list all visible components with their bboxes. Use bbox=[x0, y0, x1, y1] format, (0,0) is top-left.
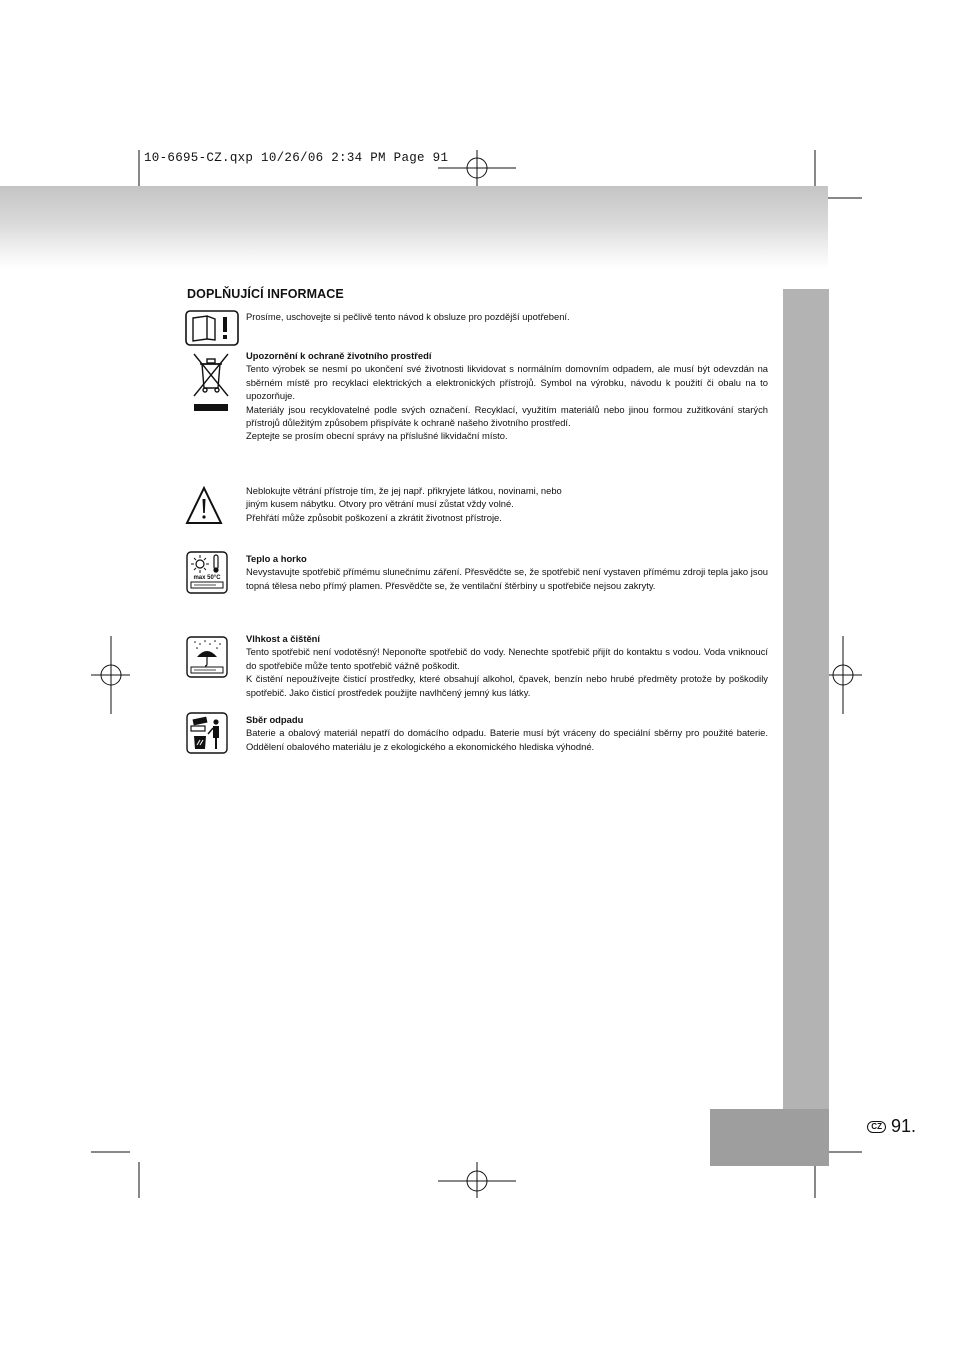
paragraph: Nevystavujte spotřebič přímému slunečnímu záření. Přesvědčte se, že spotřebič není vystaven přímému zdroji tepla jako jsou topná tělesa nebo přímý plamen. Přesvědčte se, že ventilační štěrbiny u spotřebiče nejsou zakryty. bbox=[246, 566, 768, 591]
print-slug: 10-6695-CZ.qxp 10/26/06 2:34 PM Page 91 bbox=[144, 151, 449, 165]
humidity-umbrella-icon bbox=[186, 636, 228, 678]
environment-notice bbox=[246, 349, 768, 443]
heat-notice bbox=[246, 552, 768, 592]
paragraph: Neblokujte větrání přístroje tím, že jej např. přikryjete látkou, novinami, nebo bbox=[246, 485, 562, 496]
page-number bbox=[867, 1116, 916, 1137]
heat-sun-icon bbox=[186, 551, 228, 594]
paragraph: Baterie a obalový materiál nepatří do domácího odpadu. Baterie musí být vráceny do speciální sběrny pro použité baterie. Oddělení obalového materiálu je z ekologického a ekonomického hlediska výhodné. bbox=[246, 727, 768, 752]
keep-manual-note bbox=[246, 310, 768, 323]
waste-collection-icon bbox=[186, 712, 228, 754]
language-badge: CZ bbox=[867, 1121, 886, 1133]
humidity-cleaning-notice bbox=[246, 632, 768, 699]
manual-warning-icon bbox=[185, 310, 239, 346]
block-title: Teplo a horko bbox=[246, 553, 307, 564]
weee-bin-icon bbox=[192, 352, 230, 414]
paragraph: K čistění nepoužívejte čisticí prostředky, které obsahují alkohol, čpavek, benzín nebo hrubé předměty protože by poškodily spotřebič. Jako čisticí prostředek použijte navlhčený jemný kus látky. bbox=[246, 673, 768, 698]
ventilation-notice bbox=[246, 484, 768, 524]
paragraph: Přehřátí může způsobit poškození a zkrátit životnost přístroje. bbox=[246, 511, 502, 523]
side-tab bbox=[783, 289, 829, 1110]
heat-icon-label: max 50°C bbox=[193, 575, 221, 581]
block-title: Vlhkost a čištění bbox=[246, 633, 320, 644]
paragraph: Materiály jsou recyklovatelné podle svých označení. Recyklací, využitím materiálů nebo jinou formou zužitkování starých přístrojů důležitým způsobem přispíváte k ochraně našeho životního prostředí. bbox=[246, 403, 768, 429]
page-number-box bbox=[710, 1109, 829, 1166]
header-band bbox=[0, 186, 828, 270]
paragraph: Tento spotřebič není vodotěsný! Neponořte spotřebič do vody. Nenechte spotřebič přijít do kontaktu s vodou. Voda vniknoucí do spotřebiče může tento spotřebič vážně poškodit. bbox=[246, 646, 768, 671]
paragraph: jiným kusem nábytku. Otvory pro větrání musí zůstat vždy volné. bbox=[246, 498, 514, 510]
block-title: Upozornění k ochraně životního prostředí bbox=[246, 350, 432, 361]
section-title: DOPLŇUJÍCÍ INFORMACE bbox=[187, 287, 344, 301]
paragraph: Zeptejte se prosím obecní správy na příslušné likvidační místo. bbox=[246, 430, 508, 442]
warning-triangle-icon bbox=[185, 486, 223, 526]
block-title: Sběr odpadu bbox=[246, 714, 304, 725]
page-number-text: 91. bbox=[890, 1116, 916, 1136]
paragraph: Tento výrobek se nesmí po ukončení své životnosti likvidovat s normálním domovním odpadem, ale musí být odevzdán na sběrném místě pro recyklaci elektrických a elektronických přístrojů. Symbol na výrobku, návodu k použití či obalu na to upozorňuje. bbox=[246, 363, 768, 402]
paragraph: Prosíme, uschovejte si pečlivě tento návod k obsluze pro pozdější upotřebení. bbox=[246, 311, 570, 322]
waste-collection-notice bbox=[246, 713, 768, 753]
